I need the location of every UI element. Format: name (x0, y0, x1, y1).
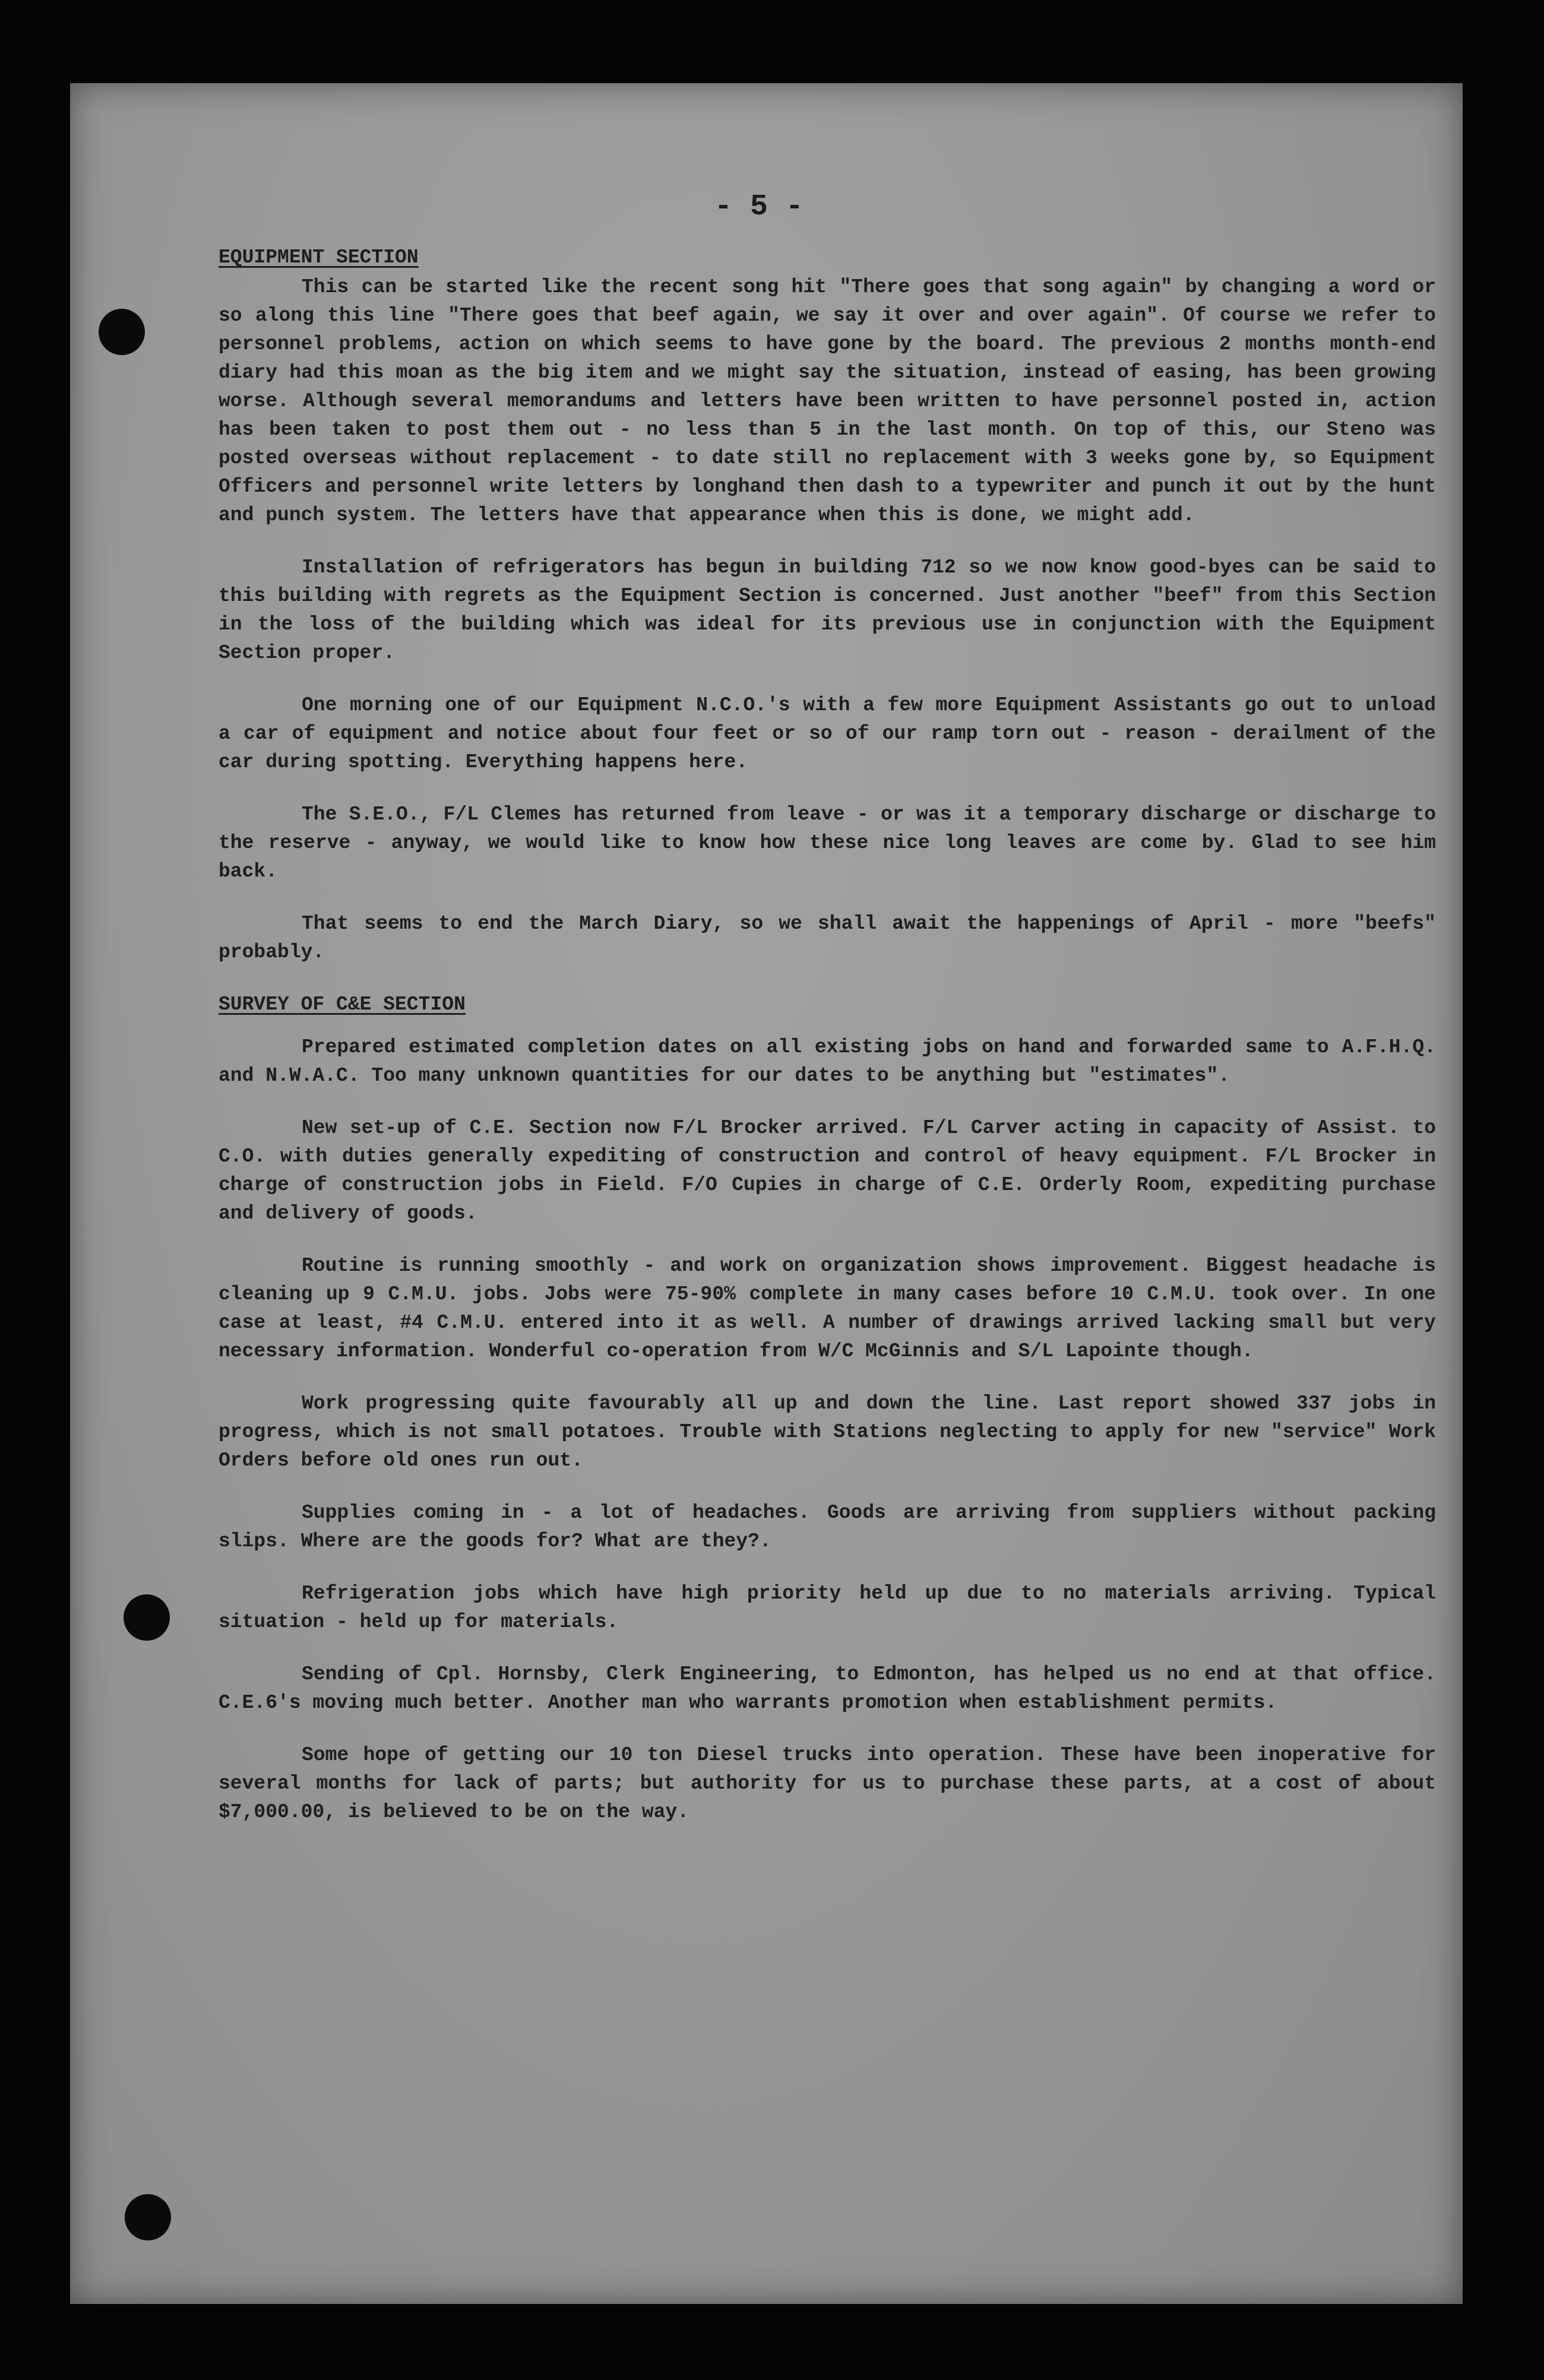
paragraph: Some hope of getting our 10 ton Diesel trucks into operation. These have been inoperative for several months for lack of parts; but authority for us to purchase these parts, at a cost of about $7,000.00, is believed to be on the way. (219, 1744, 1436, 1823)
equipment-section (219, 243, 1436, 967)
page-number: - 5 - (714, 190, 804, 224)
document-page (70, 83, 1463, 2304)
punch-hole-bottom (125, 2194, 171, 2240)
paragraph: Sending of Cpl. Hornsby, Clerk Engineering, to Edmonton, has helped us no end at that office. C.E.6's moving much better. Another man who warrants promotion when establishment permits. (219, 1663, 1436, 1714)
section-heading: EQUIPMENT SECTION (219, 246, 419, 268)
punch-hole-top (99, 309, 145, 355)
document-body (219, 243, 1436, 1850)
paragraph: Work progressing quite favourably all up and down the line. Last report showed 337 jobs in progress, which is not small potatoes. Trouble with Stations neglecting to apply for new "service" Work Orders before old ones run out. (219, 1392, 1436, 1471)
paragraph: One morning one of our Equipment N.C.O.'s with a few more Equipment Assistants go out to unload a car of equipment and notice about four feet or so of our ramp torn out - reason - derailment of the car during spotting. Everything happens here. (219, 694, 1436, 773)
section-heading: SURVEY OF C&E SECTION (219, 993, 466, 1015)
paragraph: Refrigeration jobs which have high priority held up due to no materials arriving. Typical situation - held up for materials. (219, 1583, 1436, 1633)
paragraph: That seems to end the March Diary, so we shall await the happenings of April - more "beefs" probably. (219, 913, 1436, 963)
paragraph: New set-up of C.E. Section now F/L Brocker arrived. F/L Carver acting in capacity of Assist. to C.O. with duties generally expediting of construction and control of heavy equipment. F/L Brocker in charge of construction jobs in Field. F/O Cupies in charge of C.E. Orderly Room, expediting purchase and delivery of goods. (219, 1117, 1436, 1224)
paragraph: The S.E.O., F/L Clemes has returned from leave - or was it a temporary discharge or discharge to the reserve - anyway, we would like to know how these nice long leaves are come by. Glad to see him back. (219, 803, 1436, 882)
paragraph: This can be started like the recent song hit "There goes that song again" by changing a word or so along this line "There goes that beef again, we say it over and over again". Of course we refer to personnel problems, action on which seems to have gone by the board. The previous 2 months month-end diary had this moan as the big item and we might say the situation, instead of easing, has been growing worse. Although several memorandums and letters have been written to have personnel posted in, action has been taken to post them out - no less than 5 in the last month. On top of this, our Steno was posted overseas without replacement - to date still no replacement with 3 weeks gone by, so Equipment Officers and personnel write letters by longhand then dash to a typewriter and punch it out by the hunt and punch system. The letters have that appearance when this is done, we might add. (219, 276, 1436, 526)
paragraph: Installation of refrigerators has begun in building 712 so we now know good-byes can be said to this building with regrets as the Equipment Section is concerned. Just another "beef" from this Section in the loss of the building which was ideal for its previous use in conjunction with the Equipment Section proper. (219, 556, 1436, 664)
punch-hole-middle (124, 1594, 170, 1641)
paragraph: Routine is running smoothly - and work on organization shows improvement. Biggest headache is cleaning up 9 C.M.U. jobs. Jobs were 75-90% complete in many cases before 10 C.M.U. took over. In one case at least, #4 C.M.U. entered into it as well. A number of drawings arrived lacking small but very necessary information. Wonderful co-operation from W/C McGinnis and S/L Lapointe though. (219, 1255, 1436, 1362)
paragraph: Supplies coming in - a lot of headaches. Goods are arriving from suppliers without packing slips. Where are the goods for? What are they?. (219, 1502, 1436, 1552)
survey-section (219, 990, 1436, 1827)
paragraph: Prepared estimated completion dates on all existing jobs on hand and forwarded same to A.F.H.Q. and N.W.A.C. Too many unknown quantities for our dates to be anything but "estimates". (219, 1036, 1436, 1087)
